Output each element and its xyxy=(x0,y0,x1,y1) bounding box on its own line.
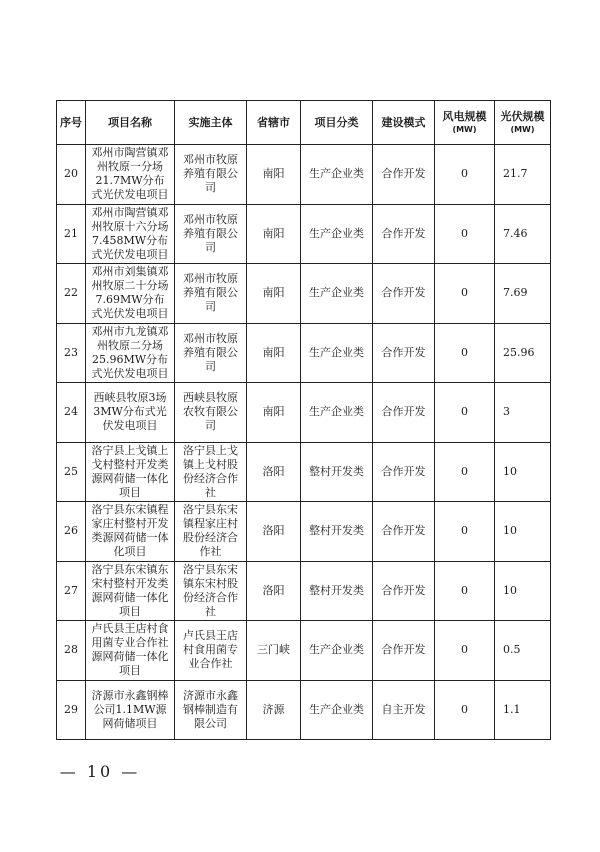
cell-city: 三门峡 xyxy=(247,621,301,681)
cell-mode: 合作开发 xyxy=(373,204,435,264)
header-category: 项目分类 xyxy=(301,101,373,145)
header-pv xyxy=(495,101,551,145)
cell-entity: 洛宁县东宋镇程家庄村股份经济合作社 xyxy=(175,502,247,562)
cell-mode: 合作开发 xyxy=(373,323,435,383)
table-row xyxy=(57,383,551,443)
cell-entity: 邓州市牧原养殖有限公司 xyxy=(175,264,247,324)
cell-mode: 合作开发 xyxy=(373,145,435,205)
cell-name: 洛宁县上戈镇上戈村整村开发类源网荷储一体化项目 xyxy=(86,442,175,502)
cell-city: 南阳 xyxy=(247,204,301,264)
cell-pv: 10 xyxy=(495,442,551,502)
table-row xyxy=(57,442,551,502)
header-wind-unit: (MW) xyxy=(452,125,477,134)
cell-seq: 27 xyxy=(57,561,86,621)
cell-name: 济源市永鑫钢棒公司1.1MW源网荷储项目 xyxy=(86,680,175,740)
cell-category: 生产企业类 xyxy=(301,145,373,205)
table-body xyxy=(57,145,551,740)
cell-wind: 0 xyxy=(435,145,495,205)
header-mode: 建设模式 xyxy=(373,101,435,145)
cell-city: 南阳 xyxy=(247,323,301,383)
header-row xyxy=(57,101,551,145)
header-entity: 实施主体 xyxy=(175,101,247,145)
header-seq: 序号 xyxy=(57,101,86,145)
cell-name: 邓州市陶营镇邓州牧原一分场21.7MW分布式光伏发电项目 xyxy=(86,145,175,205)
cell-wind: 0 xyxy=(435,680,495,740)
cell-wind: 0 xyxy=(435,204,495,264)
table-row xyxy=(57,264,551,324)
cell-mode: 合作开发 xyxy=(373,264,435,324)
cell-pv: 0.5 xyxy=(495,621,551,681)
cell-seq: 26 xyxy=(57,502,86,562)
cell-seq: 24 xyxy=(57,383,86,443)
cell-wind: 0 xyxy=(435,323,495,383)
cell-seq: 20 xyxy=(57,145,86,205)
header-pv-label: 光伏规模 xyxy=(500,110,545,123)
cell-name: 洛宁县东宋镇东宋村整村开发类源网荷储一体化项目 xyxy=(86,561,175,621)
header-name: 项目名称 xyxy=(86,101,175,145)
table-row xyxy=(57,502,551,562)
cell-category: 整村开发类 xyxy=(301,561,373,621)
cell-city: 南阳 xyxy=(247,264,301,324)
table-row xyxy=(57,680,551,740)
cell-seq: 21 xyxy=(57,204,86,264)
cell-city: 南阳 xyxy=(247,145,301,205)
cell-pv: 21.7 xyxy=(495,145,551,205)
cell-mode: 自主开发 xyxy=(373,680,435,740)
cell-wind: 0 xyxy=(435,264,495,324)
cell-mode: 合作开发 xyxy=(373,621,435,681)
cell-mode: 合作开发 xyxy=(373,442,435,502)
cell-name: 邓州市陶营镇邓州牧原十六分场7.458MW分布式光伏发电项目 xyxy=(86,204,175,264)
cell-wind: 0 xyxy=(435,442,495,502)
cell-category: 生产企业类 xyxy=(301,680,373,740)
header-pv-unit: (MW) xyxy=(510,125,535,134)
cell-city: 济源 xyxy=(247,680,301,740)
cell-city: 洛阳 xyxy=(247,442,301,502)
table-row xyxy=(57,621,551,681)
cell-pv: 7.46 xyxy=(495,204,551,264)
cell-entity: 济源市永鑫钢棒制造有限公司 xyxy=(175,680,247,740)
cell-entity: 邓州市牧原养殖有限公司 xyxy=(175,145,247,205)
cell-seq: 29 xyxy=(57,680,86,740)
cell-entity: 邓州市牧原养殖有限公司 xyxy=(175,323,247,383)
cell-pv: 3 xyxy=(495,383,551,443)
cell-seq: 25 xyxy=(57,442,86,502)
cell-category: 生产企业类 xyxy=(301,383,373,443)
table-row xyxy=(57,323,551,383)
project-table xyxy=(56,100,551,740)
cell-city: 洛阳 xyxy=(247,561,301,621)
cell-category: 生产企业类 xyxy=(301,204,373,264)
cell-pv: 1.1 xyxy=(495,680,551,740)
cell-pv: 7.69 xyxy=(495,264,551,324)
header-city: 省辖市 xyxy=(247,101,301,145)
cell-entity: 西峡县牧原农牧有限公司 xyxy=(175,383,247,443)
cell-name: 邓州市刘集镇邓州牧原二十分场7.69MW分布式光伏发电项目 xyxy=(86,264,175,324)
cell-entity: 邓州市牧原养殖有限公司 xyxy=(175,204,247,264)
cell-name: 西峡县牧原3场3MW分布式光伏发电项目 xyxy=(86,383,175,443)
cell-city: 南阳 xyxy=(247,383,301,443)
header-wind xyxy=(435,101,495,145)
cell-seq: 22 xyxy=(57,264,86,324)
cell-pv: 25.96 xyxy=(495,323,551,383)
cell-category: 生产企业类 xyxy=(301,323,373,383)
cell-city: 洛阳 xyxy=(247,502,301,562)
cell-category: 生产企业类 xyxy=(301,264,373,324)
cell-category: 生产企业类 xyxy=(301,621,373,681)
cell-wind: 0 xyxy=(435,561,495,621)
cell-name: 邓州市九龙镇邓州牧原二分场25.96MW分布式光伏发电项目 xyxy=(86,323,175,383)
cell-wind: 0 xyxy=(435,502,495,562)
table-row xyxy=(57,561,551,621)
page-number: — 10 — xyxy=(59,762,141,781)
cell-mode: 合作开发 xyxy=(373,383,435,443)
cell-pv: 10 xyxy=(495,561,551,621)
cell-name: 洛宁县东宋镇程家庄村整村开发类源网荷储一体化项目 xyxy=(86,502,175,562)
cell-seq: 23 xyxy=(57,323,86,383)
cell-category: 整村开发类 xyxy=(301,502,373,562)
table-row xyxy=(57,145,551,205)
table-row xyxy=(57,204,551,264)
cell-category: 整村开发类 xyxy=(301,442,373,502)
cell-wind: 0 xyxy=(435,621,495,681)
cell-mode: 合作开发 xyxy=(373,502,435,562)
header-wind-label: 风电规模 xyxy=(442,110,487,123)
cell-entity: 卢氏县王店村食用菌专业合作社 xyxy=(175,621,247,681)
cell-pv: 10 xyxy=(495,502,551,562)
cell-wind: 0 xyxy=(435,383,495,443)
cell-entity: 洛宁县东宋镇东宋村股份经济合作社 xyxy=(175,561,247,621)
cell-name: 卢氏县王店村食用菌专业合作社源网荷储一体化项目 xyxy=(86,621,175,681)
cell-seq: 28 xyxy=(57,621,86,681)
cell-mode: 合作开发 xyxy=(373,561,435,621)
cell-entity: 洛宁县上戈镇上戈村股份经济合作社 xyxy=(175,442,247,502)
